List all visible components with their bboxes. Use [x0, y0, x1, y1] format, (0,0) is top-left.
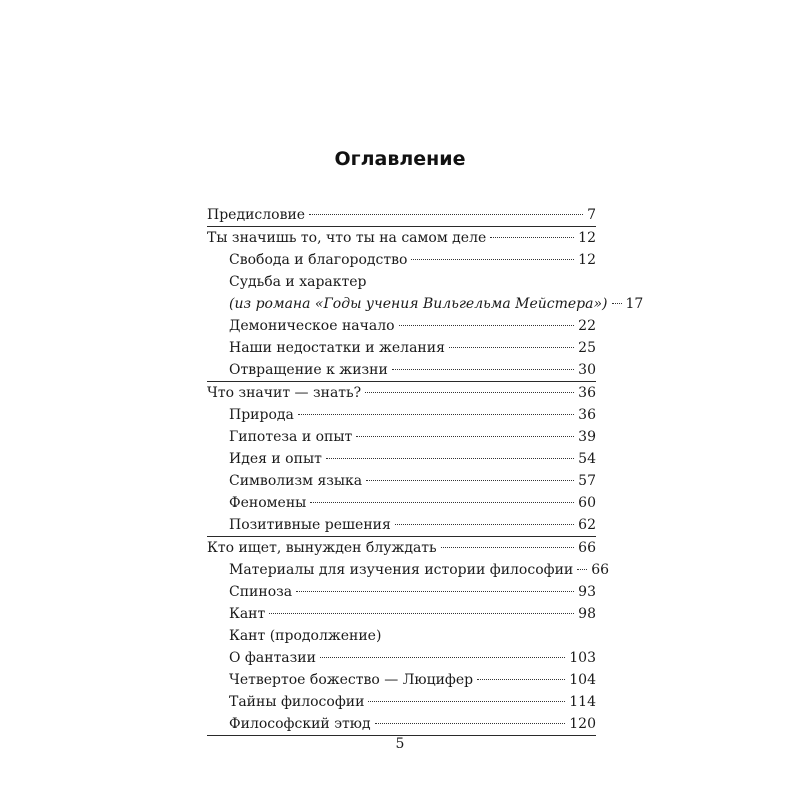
toc-entry[interactable] — [207, 382, 596, 404]
toc-subentry[interactable] — [207, 514, 596, 536]
toc-entry-label: Наши недостатки и желания — [229, 340, 445, 356]
dot-leader — [326, 458, 574, 459]
toc-page-number: 36 — [578, 407, 596, 423]
dot-leader — [356, 436, 574, 437]
dot-leader — [366, 480, 574, 481]
toc-page-number: 120 — [569, 716, 596, 732]
toc-entry-label: Материалы для изучения истории философии — [229, 562, 574, 578]
toc-page-number: 54 — [578, 451, 596, 467]
table-of-contents — [207, 204, 644, 736]
toc-subentry[interactable] — [207, 647, 596, 669]
toc-page-number: 66 — [591, 562, 610, 578]
toc-subentry[interactable] — [207, 713, 596, 735]
toc-page-number: 12 — [578, 252, 596, 268]
toc-entry-label: Отвращение к жизни — [229, 362, 388, 378]
dot-leader — [375, 723, 566, 724]
toc-subentry[interactable] — [207, 337, 596, 359]
dot-leader — [477, 679, 565, 680]
dot-leader — [320, 657, 565, 658]
toc-entry-label: Философский этюд — [229, 716, 371, 732]
toc-page-number: 12 — [578, 230, 596, 246]
toc-page-number: 93 — [578, 584, 596, 600]
dot-leader — [399, 325, 575, 326]
toc-page-number: 114 — [569, 694, 596, 710]
dot-leader — [296, 591, 574, 592]
toc-subentry[interactable] — [207, 315, 596, 337]
toc-page-number: 98 — [578, 606, 596, 622]
toc-entry-label: Кто ищет, вынужден блуждать — [207, 540, 437, 556]
toc-subentry[interactable] — [207, 669, 596, 691]
toc-page-number: 57 — [578, 473, 596, 489]
toc-section — [207, 537, 610, 736]
toc-entry-label: (из романа «Годы учения Вильгельма Мейстера») — [229, 296, 608, 312]
toc-page-number: 60 — [578, 495, 596, 511]
page-title: Оглавление — [334, 148, 466, 170]
toc-page-number: 30 — [578, 362, 596, 378]
dot-leader — [490, 237, 574, 238]
dot-leader — [310, 502, 574, 503]
toc-subentry[interactable] — [207, 448, 596, 470]
toc-section — [207, 204, 596, 227]
toc-entry[interactable] — [207, 204, 596, 226]
toc-subentry[interactable] — [207, 691, 596, 713]
toc-page-number: 7 — [587, 207, 596, 223]
dot-leader — [309, 214, 583, 215]
toc-page-number: 39 — [578, 429, 596, 445]
toc-subentry[interactable] — [207, 359, 596, 381]
toc-entry-label: О фантазии — [229, 650, 316, 666]
toc-entry-label: Феномены — [229, 495, 307, 511]
toc-page-number: 62 — [578, 517, 596, 533]
toc-entry-label: Судьба и характер — [229, 274, 367, 290]
page-number: 5 — [395, 736, 405, 752]
toc-entry-label: Кант — [229, 606, 266, 622]
dot-leader — [612, 303, 622, 304]
dot-leader — [395, 524, 574, 525]
toc-subentry[interactable] — [207, 603, 596, 625]
toc-entry-label: Идея и опыт — [229, 451, 322, 467]
toc-page-number: 22 — [578, 318, 596, 334]
toc-subentry[interactable] — [207, 581, 596, 603]
toc-page-number: 17 — [625, 296, 644, 312]
toc-page-number: 25 — [578, 340, 596, 356]
dot-leader — [411, 259, 574, 260]
toc-subentry[interactable] — [207, 271, 596, 293]
toc-entry[interactable] — [207, 227, 596, 249]
dot-leader — [392, 369, 574, 370]
toc-entry-label: Символизм языка — [229, 473, 363, 489]
toc-entry-label: Спиноза — [229, 584, 293, 600]
dot-leader — [298, 414, 574, 415]
toc-page-number: 66 — [578, 540, 596, 556]
toc-subentry[interactable] — [207, 625, 596, 647]
toc-entry-label: Тайны философии — [229, 694, 365, 710]
toc-entry-label: Что значит — знать? — [207, 385, 362, 401]
toc-entry-label: Позитивные решения — [229, 517, 391, 533]
toc-subentry[interactable] — [207, 249, 596, 271]
toc-section — [207, 382, 596, 537]
toc-entry-label: Гипотеза и опыт — [229, 429, 353, 445]
toc-entry-label: Демоническое начало — [229, 318, 395, 334]
toc-entry[interactable] — [207, 537, 596, 559]
toc-entry-label: Кант (продолжение) — [229, 628, 382, 644]
toc-subentry[interactable] — [207, 559, 610, 581]
toc-entry-label: Четвертое божество — Люцифер — [229, 672, 474, 688]
dot-leader — [577, 569, 587, 570]
toc-subentry[interactable] — [207, 470, 596, 492]
toc-section — [207, 227, 644, 382]
toc-entry-label: Ты значишь то, что ты на самом деле — [207, 230, 487, 246]
toc-entry-label: Природа — [229, 407, 294, 423]
toc-page-number: 104 — [569, 672, 596, 688]
toc-entry-label: Свобода и благородство — [229, 252, 408, 268]
dot-leader — [269, 613, 574, 614]
dot-leader — [365, 392, 574, 393]
toc-entry-label: Предисловие — [207, 207, 306, 223]
toc-subentry[interactable] — [207, 404, 596, 426]
toc-subentry[interactable] — [207, 426, 596, 448]
dot-leader — [368, 701, 565, 702]
dot-leader — [441, 547, 575, 548]
toc-subentry[interactable] — [207, 293, 644, 315]
toc-page-number: 103 — [569, 650, 596, 666]
toc-subentry[interactable] — [207, 492, 596, 514]
toc-page-number: 36 — [578, 385, 596, 401]
dot-leader — [449, 347, 574, 348]
